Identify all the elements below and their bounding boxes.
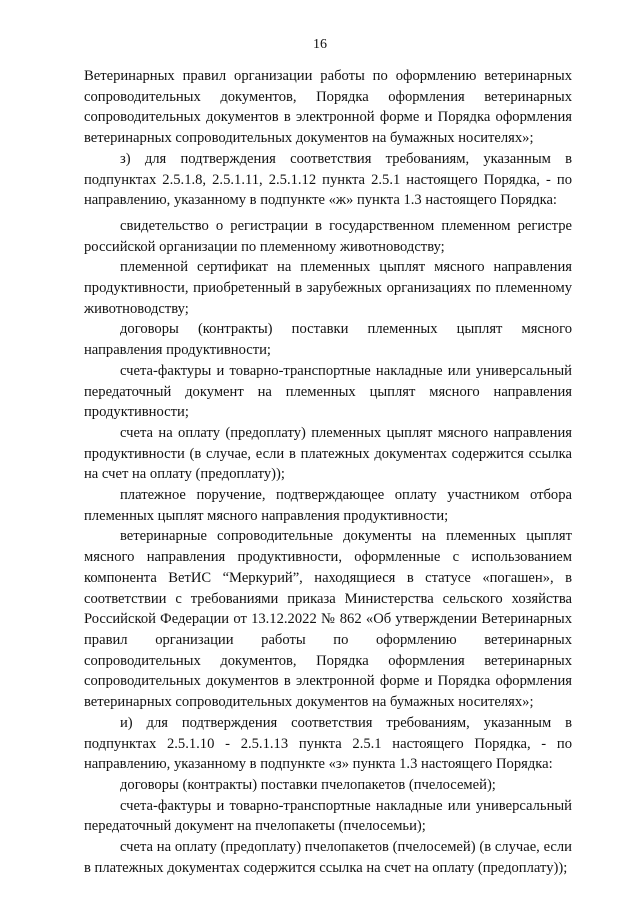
paragraph-13: счета на оплату (предоплату) пчелопакетов (пчелосемей) (в случае, если в платежных документах содержится ссылка на счет на оплату (предоплату)); [84,839,572,876]
paragraph-4: племенной сертификат на племенных цыплят мясного направления продуктивности, приобретенный в зарубежных организациях по племенному животноводству; [84,259,572,317]
paragraph-10: и) для подтверждения соответствия требованиям, указанным в подпунктах 2.5.1.10 - 2.5.1.13 пункта 2.5.1 настоящего Порядка, - по направлению, указанному в подпункте «з» пункта 1.3 настоящего Порядка: [84,714,572,773]
paragraph-11: договоры (контракты) поставки пчелопакетов (пчелосемей); [120,776,496,793]
paragraph-5: договоры (контракты) поставки племенных цыплят мясного направления продуктивности; [84,321,572,359]
paragraph-12: счета-фактуры и товарно-транспортные накладные или универсальный передаточный документ на пчелопакеты (пчелосемьи); [84,797,572,835]
paragraph-7: счета на оплату (предоплату) племенных цыплят мясного направления продуктивности (в случае, если в платежных документах содержится ссылка на счет на оплату (предоплату)); [84,424,572,483]
paragraph-6: счета-фактуры и товарно-транспортные накладные или универсальный передаточный документ на племенных цыплят мясного направления продуктивности; [84,362,572,421]
paragraph-9: ветеринарные сопроводительные документы на племенных цыплят мясного направления продуктивности, оформленные с использованием компонента ВетИС “Меркурий”, находящиеся в статусе «погашен», в соответствии с требованиями приказа Министерства сельского хозяйства Российской Федерации от 13.12.2022 № 862 «Об утверждении Ветеринарных правил организации работы по оформлению ветеринарных сопроводительных документов, Порядка оформления ветеринарных сопроводительных документов в электронной форме и Порядка оформления ветеринарных сопроводительных документов на бумажных носителях»; [84,528,572,711]
document-body [84,66,572,878]
paragraph-3: свидетельство о регистрации в государственном племенном регистре российской организации по племенному животноводству; [84,217,572,255]
paragraph-1: Ветеринарных правил организации работы по оформлению ветеринарных сопроводительных документов, Порядка оформления ветеринарных сопроводительных документов в электронной форме и Порядка оформления ветеринарных сопроводительных документов на бумажных носителях»; [84,68,572,147]
paragraph-8: платежное поручение, подтверждающее оплату участником отбора племенных цыплят мясного направления продуктивности; [84,487,572,524]
page-number: 16 [313,37,327,52]
paragraph-2: з) для подтверждения соответствия требованиям, указанным в подпунктах 2.5.1.8, 2.5.1.11, 2.5.1.12 пункта 2.5.1 настоящего Порядка, - по направлению, указанному в подпункте «ж» пункта 1.3 настоящего Порядка: [84,150,572,209]
